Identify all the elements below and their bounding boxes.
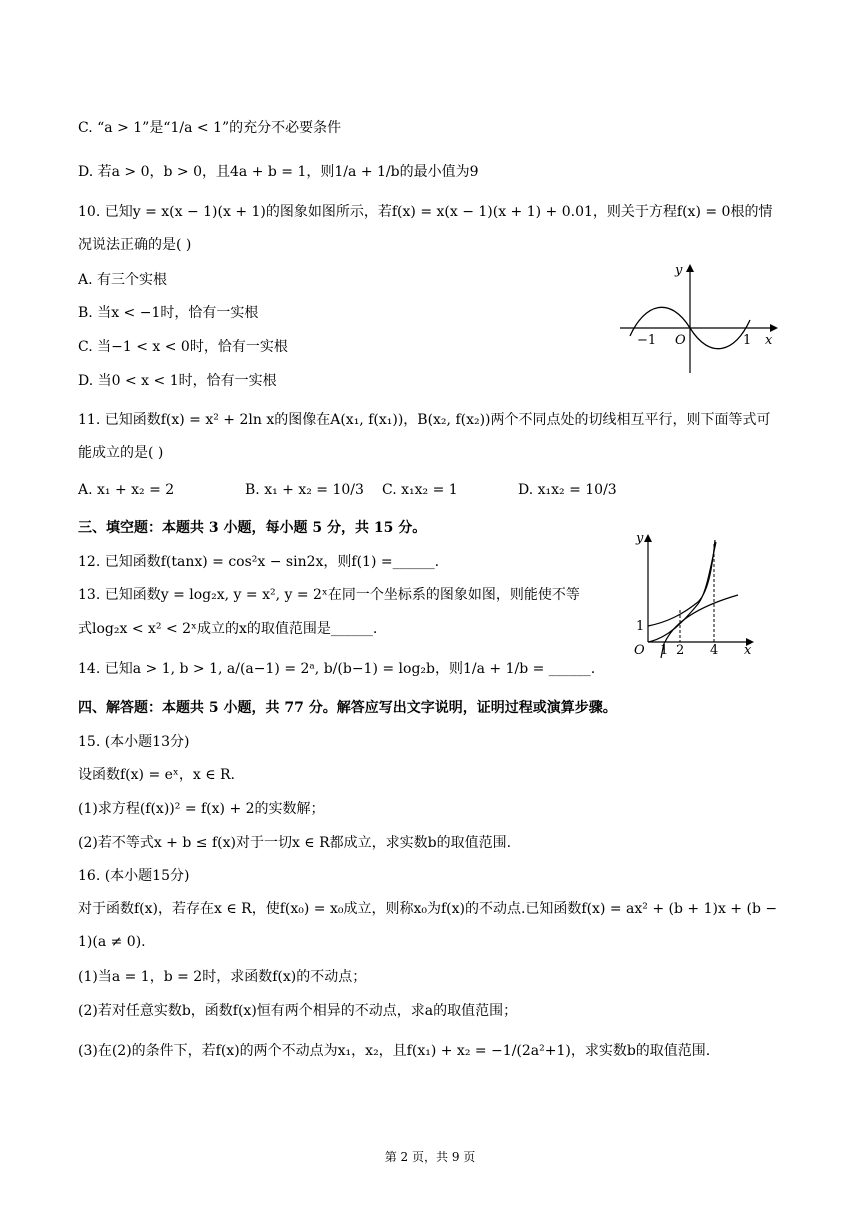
q10-stem: 10. 已知y = x(x − 1)(x + 1)的图象如图所示，若f(x) = x(x − 1)(x + 1) + 0.01，则关于方程f(x) = 0根的情况说法正确的是( ) (78, 204, 773, 253)
q13-y-arrow (644, 534, 652, 542)
q9-option-d: D. 若a > 0，b > 0，且4a + b = 1，则1/a + 1/b的最小值为9 (78, 164, 479, 180)
q15-part2: (2)若不等式x + b ≤ f(x)对于一切x ∈ R都成立，求实数b的取值范围. (78, 835, 512, 851)
q16-part1: (1)当a = 1，b = 2时，求函数f(x)的不动点； (78, 969, 367, 985)
q10-origin-label: O (675, 333, 686, 348)
q10-option-a: A. 有三个实根 (78, 272, 168, 288)
q13-log-curve (661, 595, 738, 658)
q13-x4-label: 4 (710, 643, 719, 658)
q14-text: 14. 已知a > 1, b > 1, a/(a−1) = 2ᵃ, b/(b−1) = log₂b，则1/a + 1/b = ______. (78, 661, 596, 677)
q16-part2: (2)若对任意实数b，函数f(x)恒有两个相异的不动点，求a的取值范围； (78, 1003, 518, 1019)
q10-graph-figure (615, 258, 780, 378)
q10-option-b: B. 当x < −1时，恰有一实根 (78, 305, 259, 321)
q13-y-label: y (636, 531, 644, 546)
q16-part3: (3)在(2)的条件下，若f(x)的两个不动点为x₁，x₂，且f(x₁) + x₂ = −1/(2a²+1)，求实数b的取值范围. (78, 1043, 711, 1059)
q10-y-arrow (686, 264, 694, 272)
q13-square-curve (648, 542, 716, 642)
q10-option-c: C. 当−1 < x < 0时，恰有一实根 (78, 339, 288, 355)
q11-option-a: A. x₁ + x₂ = 2 (78, 482, 175, 498)
q10-x-arrow (770, 324, 778, 332)
q13-text-line1: 13. 已知函数y = log₂x, y = x², y = 2ˣ在同一个坐标系的图象如图，则能使不等 (78, 587, 580, 603)
q13-exp-curve (648, 540, 715, 626)
q9-option-c: C. “a > 1”是“1/a < 1”的充分不必要条件 (78, 120, 342, 136)
q16-heading: 16. (本小题15分) (78, 868, 190, 884)
q13-origin-label: O (634, 643, 645, 658)
q11-option-d: D. x₁x₂ = 10/3 (518, 482, 617, 498)
page-footer: 第 2 页，共 9 页 (384, 1150, 476, 1164)
q11-option-c: C. x₁x₂ = 1 (382, 482, 458, 498)
q16-stem: 对于函数f(x)，若存在x ∈ R，使f(x₀) = x₀成立，则称x₀为f(x)的不动点.已知函数f(x) = ax² + (b + 1)x + (b − 1)(a ≠ 0). (78, 901, 778, 950)
q13-y1-label: 1 (636, 619, 645, 634)
section-4-heading: 四、解答题：本题共 5 小题，共 77 分。解答应写出文字说明，证明过程或演算步骤。 (78, 700, 617, 716)
q10-x-label: x (765, 333, 773, 348)
q12-text: 12. 已知函数f(tanx) = cos²x − sin2x，则f(1) =______. (78, 554, 440, 570)
section-3-heading: 三、填空题：本题共 3 小题，每小题 5 分，共 15 分。 (78, 520, 427, 536)
q11-stem: 11. 已知函数f(x) = x² + 2ln x的图像在A(x₁, f(x₁))，B(x₂, f(x₂))两个不同点处的切线相互平行，则下面等式可能成立的是( ) (78, 412, 771, 461)
q11-option-b: B. x₁ + x₂ = 10/3 (245, 482, 364, 498)
q10-one-label: 1 (743, 333, 752, 348)
q15-stem: 设函数f(x) = eˣ，x ∈ R. (78, 767, 236, 783)
q13-text-line2: 式log₂x < x² < 2ˣ成立的x的取值范围是______. (78, 621, 378, 637)
q15-part1: (1)求方程(f(x))² = f(x) + 2的实数解； (78, 801, 325, 817)
q13-x2-label: 2 (676, 643, 685, 658)
q13-x-label: x (744, 643, 752, 658)
q10-y-label: y (675, 263, 683, 278)
q13-x1-label: 1 (660, 643, 669, 658)
q10-neg1-label: −1 (637, 333, 657, 348)
q15-heading: 15. (本小题13分) (78, 734, 190, 750)
q10-option-d: D. 当0 < x < 1时，恰有一实根 (78, 373, 277, 389)
q13-graph-figure (628, 530, 758, 660)
